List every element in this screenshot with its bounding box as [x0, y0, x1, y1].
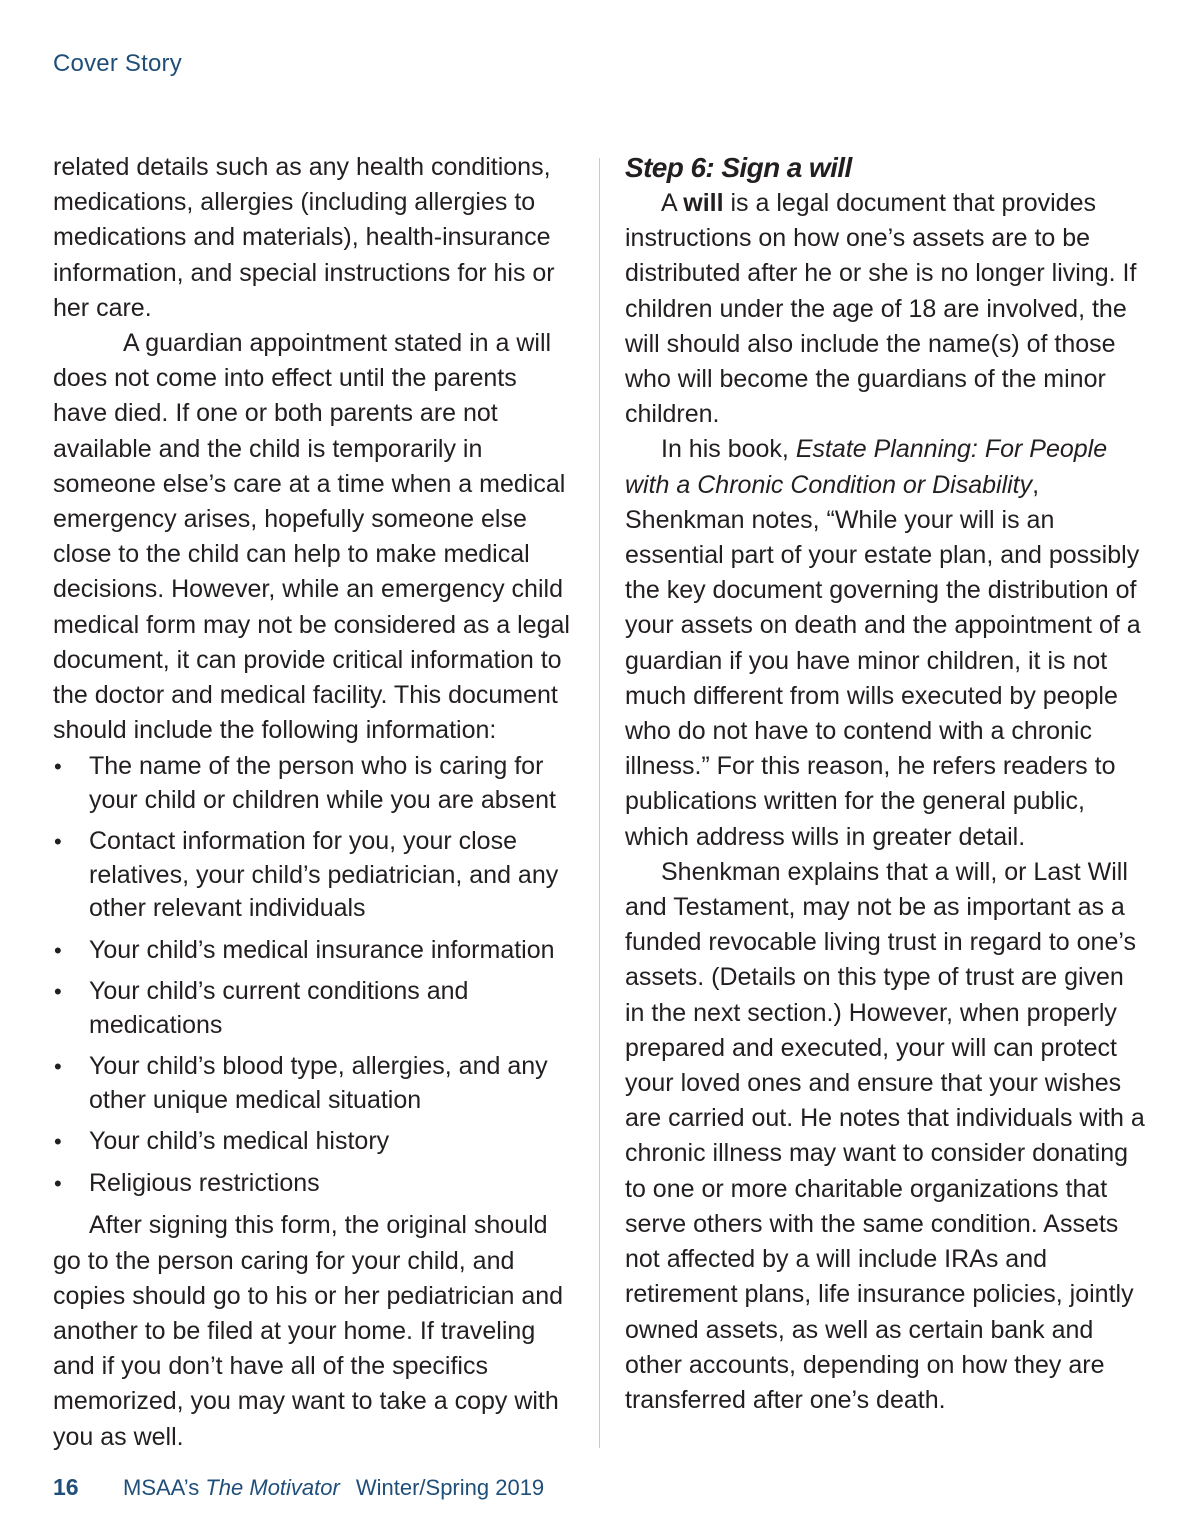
section-label: Cover Story	[53, 50, 182, 77]
list-item: • Your child’s current conditions and medications	[54, 977, 469, 1039]
right-paragraph-3: Shenkman explains that a will, or Last Will and Testament, may not be as important as a funded revocable living trust in regard to one’s assets. (Details on this type of trust are given in the next section.) However, when properly prepared and executed, your will can protect your loved ones and ensure that your wishes are carried out. He notes that individuals with a chronic illness may want to consider donating to one or more charitable organizations that serve others with the same condition. Assets not affected by a will include IRAs and retirement plans, life insurance policies, jointly owned assets, as well as certain bank and other accounts, depending on how they are transferred after one’s death.	[625, 857, 1145, 1414]
column-divider	[599, 158, 600, 1448]
right-column	[625, 150, 1150, 1418]
info-bullet-list	[53, 750, 577, 1200]
list-item: • Your child’s medical insurance information	[53, 934, 577, 968]
bullet-icon: •	[54, 937, 62, 963]
bullet-icon: •	[54, 979, 62, 1005]
list-item: • Your child’s blood type, allergies, and any other unique medical situation	[54, 1052, 548, 1114]
right-paragraph-1: A will is a legal document that provides instructions on how one’s assets are to be distributed after he or she is no longer living. If children under the age of 18 are involved, the will should also include the name(s) of those who will become the guardians of the minor children.	[625, 189, 1137, 429]
left-paragraph-1: related details such as any health conditions, medications, allergies (including allergies to medications and materials), health-insurance information, and special instructions for his or her care.	[53, 153, 555, 322]
list-item: • Your child’s medical history	[53, 1125, 577, 1159]
page-number: 16	[53, 1474, 79, 1500]
bullet-icon: •	[54, 1129, 62, 1155]
right-paragraph-2: In his book, Estate Planning: For People with a Chronic Condition or Disability, Shenkman notes, “While your will is an essential part of your estate plan, and possibly the key document governing the distribution of your assets on death and the appointment of a guardian if you have minor children, it is not much different from wills executed by people who do not have to contend with a chronic illness.” For this reason, he refers readers to publications written for the general public, which address wills in greater detail.	[625, 435, 1141, 851]
left-column	[53, 150, 577, 1455]
step-heading: Step 6: Sign a will	[625, 152, 852, 183]
publication-title: The Motivator	[205, 1475, 340, 1500]
book-title: Estate Planning: For People with a Chronic Condition or Disability	[625, 435, 1108, 499]
list-item: • Contact information for you, your close relatives, your child’s pediatrician, and any other relevant individuals	[54, 827, 559, 923]
issue-date: Winter/Spring 2019	[355, 1475, 545, 1500]
key-term: will	[683, 189, 724, 217]
list-item: • The name of the person who is caring for your child or children while you are absent	[54, 752, 556, 814]
bullet-icon: •	[54, 1170, 62, 1196]
left-paragraph-2: A guardian appointment stated in a will does not come into effect until the parents have died. If one or both parents are not available and the child is temporarily in someone else’s care at a time when a medical emergency arises, hopefully someone else close to the child can help to make medical decisions. However, while an emergency child medical form may not be considered as a legal document, it can provide critical information to the doctor and medical facility. This document should include the following information:	[53, 329, 570, 745]
bullet-icon: •	[54, 829, 62, 855]
bullet-icon: •	[54, 754, 62, 780]
bullet-icon: •	[54, 1054, 62, 1080]
page-footer	[53, 1474, 544, 1501]
publisher-name: MSAA’s	[123, 1475, 200, 1500]
left-paragraph-3: After signing this form, the original should go to the person caring for your child, and copies should go to his or her pediatrician and another to be filed at your home. If traveling and if you don’t have all of the specifics memorized, you may want to take a copy with you as well.	[53, 1211, 564, 1451]
list-item: • Religious restrictions	[53, 1167, 577, 1201]
